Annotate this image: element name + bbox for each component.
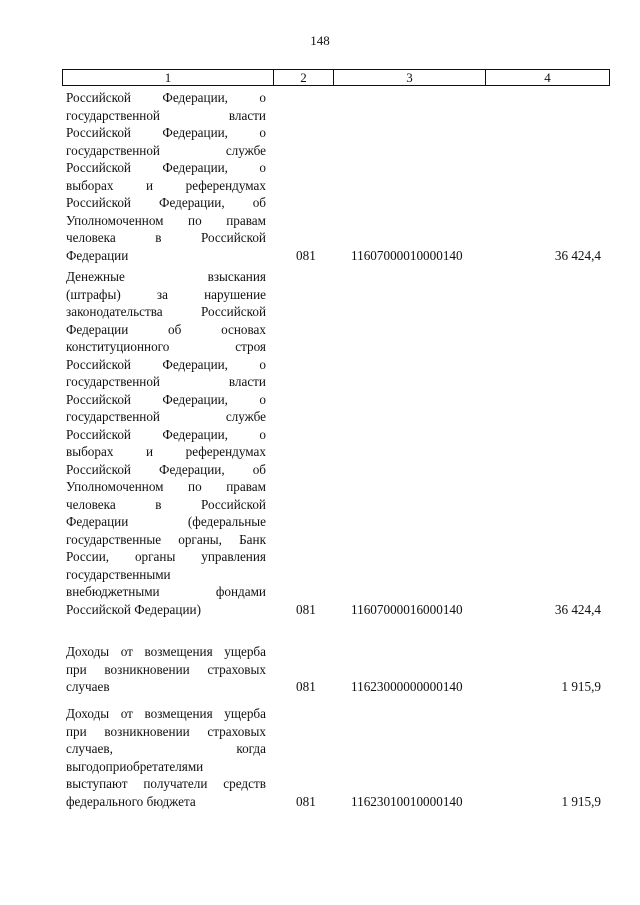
description-line: федерального бюджета xyxy=(66,793,196,809)
description-line: человека в Российской xyxy=(66,230,266,245)
header-col-3: 3 xyxy=(334,70,486,85)
page-number: 148 xyxy=(310,33,330,48)
description-line: Денежные взыскания xyxy=(66,269,266,284)
description-line: Доходы от возмещения ущерба xyxy=(66,644,266,659)
description-line: выборах и референдумах xyxy=(66,444,266,459)
description-line: Российской Федерации, о xyxy=(66,356,266,372)
description-line: государственными xyxy=(66,566,171,582)
amount: 1 915,9 xyxy=(561,679,601,694)
budget-class-code: 11607000010000140 xyxy=(351,247,463,263)
description-line: законодательства Российской xyxy=(66,304,266,319)
description-line: Уполномоченном по правам xyxy=(66,479,266,494)
description-line: государственные органы, Банк xyxy=(66,531,266,547)
description-line: случаев xyxy=(66,679,110,694)
header-col-1: 1 xyxy=(63,70,274,85)
description-line: Российской Федерации, о xyxy=(66,90,266,105)
description-line: человека в Российской xyxy=(66,496,266,512)
description-line: внебюджетными фондами xyxy=(66,584,266,599)
row-description xyxy=(66,268,266,618)
description-line: Федерации xyxy=(66,247,129,263)
description-line: Уполномоченном по правам xyxy=(66,212,266,228)
description-line: государственной власти xyxy=(66,107,266,123)
description-line: Российской Федерации, о xyxy=(66,160,266,175)
description-line: государственной службе xyxy=(66,409,266,424)
description-line: государственной власти xyxy=(66,374,266,389)
description-line: выгодоприобретателями xyxy=(66,758,204,774)
admin-code: 081 xyxy=(296,679,316,694)
admin-code: 081 xyxy=(296,601,316,617)
description-line: Российской Федерации) xyxy=(66,601,201,617)
description-line: выступают получатели средств xyxy=(66,776,266,791)
description-line: выборах и референдумах xyxy=(66,177,266,193)
description-line: государственной службе xyxy=(66,142,266,158)
description-line: при возникновении страховых xyxy=(66,661,266,677)
description-line: Федерации об основах xyxy=(66,321,266,337)
description-line: Доходы от возмещения ущерба xyxy=(66,706,266,721)
description-line: (штрафы) за нарушение xyxy=(66,286,266,302)
header-col-2: 2 xyxy=(274,70,334,85)
admin-code: 081 xyxy=(296,247,316,263)
budget-class-code: 11623000000000140 xyxy=(351,679,463,694)
table-header xyxy=(62,69,610,86)
amount: 36 424,4 xyxy=(554,601,601,617)
row-description xyxy=(66,89,266,264)
budget-class-code: 11623010010000140 xyxy=(351,793,463,809)
description-line: при возникновении страховых xyxy=(66,723,266,739)
description-line: конституционного строя xyxy=(66,339,266,354)
row-description xyxy=(66,705,266,810)
amount: 1 915,9 xyxy=(561,793,601,809)
admin-code: 081 xyxy=(296,793,316,809)
amount: 36 424,4 xyxy=(554,247,601,263)
description-line: Российской Федерации, об xyxy=(66,195,266,210)
description-line: Федерации (федеральные xyxy=(66,514,266,529)
description-line: России, органы управления xyxy=(66,549,266,564)
description-line: случаев, когда xyxy=(66,741,266,756)
header-col-4: 4 xyxy=(544,70,551,85)
description-line: Российской Федерации, о xyxy=(66,426,266,442)
description-line: Российской Федерации, об xyxy=(66,461,266,477)
budget-class-code: 11607000016000140 xyxy=(351,601,463,617)
row-description xyxy=(66,643,266,696)
description-line: Российской Федерации, о xyxy=(66,125,266,140)
description-line: Российской Федерации, о xyxy=(66,391,266,407)
